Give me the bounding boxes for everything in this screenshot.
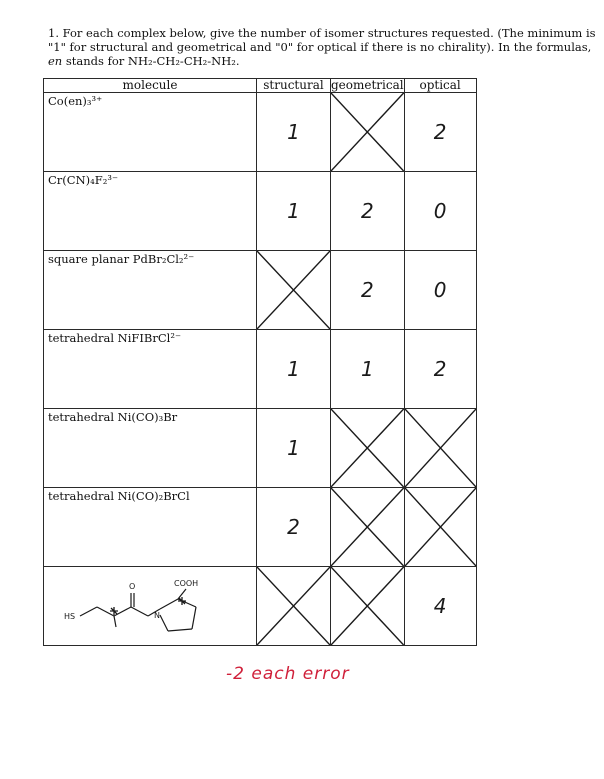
geometrical-cell xyxy=(331,409,405,488)
chiral-star-mark xyxy=(110,607,118,615)
question-text xyxy=(48,26,596,68)
table-row xyxy=(44,330,477,409)
header-row xyxy=(44,79,477,93)
optical-cell xyxy=(404,330,476,409)
geometrical-cell xyxy=(331,330,405,409)
geometrical-cell xyxy=(331,488,405,567)
structure-drawing xyxy=(50,571,250,643)
bond-line xyxy=(160,615,168,631)
molecule-cell xyxy=(44,172,257,251)
header-geometrical: geometrical xyxy=(331,78,404,92)
molecule-label: Cr(CN)₄F₂³⁻ xyxy=(48,173,119,187)
not-applicable-cross xyxy=(331,567,404,645)
chiral-star-mark xyxy=(178,597,186,605)
table-row xyxy=(44,172,477,251)
molecule-cell xyxy=(44,93,257,172)
structural-cell xyxy=(257,251,331,330)
table-row xyxy=(44,488,477,567)
optical-cell xyxy=(404,93,476,172)
not-applicable-cross xyxy=(331,409,404,487)
table-row xyxy=(44,567,477,646)
question-line-3 xyxy=(48,54,568,68)
bond-line xyxy=(192,607,196,629)
molecule-cell xyxy=(44,567,257,646)
atom-label-hs: HS xyxy=(64,612,76,621)
not-applicable-cross xyxy=(405,409,476,487)
optical-cell xyxy=(404,488,476,567)
optical-cell xyxy=(404,409,476,488)
structural-cell xyxy=(257,172,331,251)
atom-label-o: O xyxy=(129,582,136,591)
structural-cell xyxy=(257,330,331,409)
optical-cell xyxy=(404,567,476,646)
handwritten-answer: 2 xyxy=(287,515,300,539)
molecule-label: tetrahedral Ni(CO)₂BrCl xyxy=(48,489,190,503)
bond-line xyxy=(160,599,178,609)
optical-cell xyxy=(404,251,476,330)
optical-cell xyxy=(404,172,476,251)
bond-line xyxy=(80,607,97,616)
structural-cell xyxy=(257,93,331,172)
structural-cell xyxy=(257,567,331,646)
atom-label-n: N xyxy=(154,611,160,620)
handwritten-answer: 0 xyxy=(433,278,447,302)
bond-line xyxy=(168,629,192,631)
molecule-cell xyxy=(44,409,257,488)
handwritten-answer: 2 xyxy=(360,278,374,302)
molecule-label: tetrahedral Ni(CO)₃Br xyxy=(48,410,178,424)
handwritten-answer: 1 xyxy=(287,357,300,381)
table-row xyxy=(44,93,477,172)
bond-line xyxy=(114,616,116,627)
handwritten-answer: 0 xyxy=(433,199,447,223)
question-line-1: 1. For each complex below, give the number of isomer structures requested. (The minimum is xyxy=(48,26,596,40)
bond-line xyxy=(131,607,148,616)
handwritten-answer: 1 xyxy=(287,436,300,460)
handwritten-answer: 2 xyxy=(433,357,447,381)
en-definition: stands for NH₂-CH₂-CH₂-NH₂. xyxy=(65,54,240,68)
molecule-label: square planar PdBr₂Cl₂²⁻ xyxy=(48,252,195,266)
not-applicable-cross xyxy=(331,93,404,171)
structural-cell xyxy=(257,488,331,567)
header-molecule: molecule xyxy=(44,79,257,93)
table-row xyxy=(44,409,477,488)
header-optical: optical xyxy=(404,79,476,93)
geometrical-cell xyxy=(331,172,405,251)
handwritten-answer: 4 xyxy=(433,594,447,618)
handwritten-answer: 2 xyxy=(360,199,374,223)
handwritten-answer: 1 xyxy=(287,199,300,223)
handwritten-answer: 2 xyxy=(433,120,447,144)
handwritten-answer: 1 xyxy=(287,120,300,144)
handwritten-answer: 1 xyxy=(360,357,374,381)
not-applicable-cross xyxy=(331,488,404,566)
structural-cell xyxy=(257,409,331,488)
geometrical-cell xyxy=(331,567,405,646)
molecule-cell xyxy=(44,251,257,330)
header-structural: structural xyxy=(257,79,331,93)
en-abbrev: en xyxy=(48,54,63,68)
question-line-2: "1" for structural and geometrical and "0" for optical if there is no chirality). In the formulas, xyxy=(48,40,592,54)
geometrical-cell xyxy=(331,251,405,330)
molecule-label: tetrahedral NiFIBrCl²⁻ xyxy=(48,331,182,345)
molecule-cell xyxy=(44,488,257,567)
atom-label-cooh: COOH xyxy=(174,579,199,588)
table-row xyxy=(44,251,477,330)
grade-note: -2 each error xyxy=(226,664,350,684)
not-applicable-cross xyxy=(257,251,330,329)
not-applicable-cross xyxy=(257,567,330,645)
molecule-label: Co(en)₃³⁺ xyxy=(48,94,103,108)
geometrical-cell xyxy=(331,93,405,172)
molecule-cell xyxy=(44,330,257,409)
not-applicable-cross xyxy=(405,488,476,566)
isomer-table xyxy=(43,78,477,646)
